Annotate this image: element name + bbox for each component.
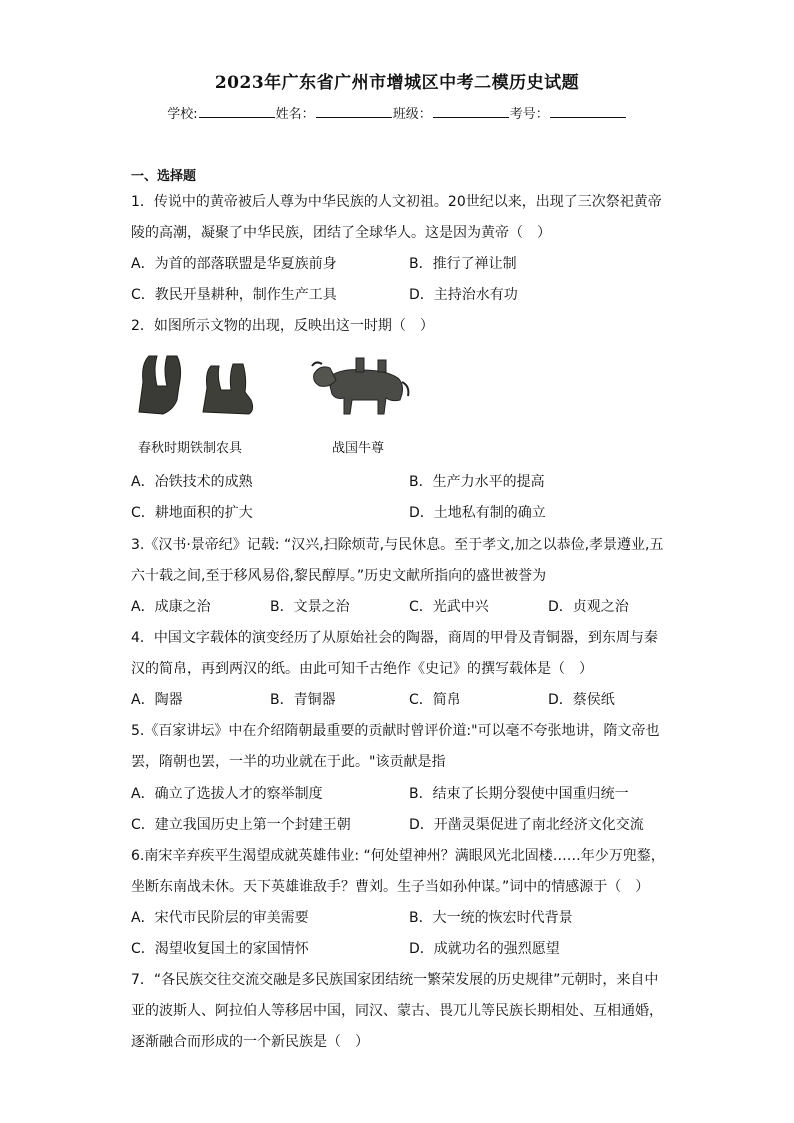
exam-no-label: 考号： bbox=[509, 107, 549, 122]
q4-option-a[interactable]: A．陶器 bbox=[131, 692, 183, 708]
q6-option-c[interactable]: C．渴望收复国土的家国情怀 bbox=[131, 941, 309, 957]
q1-stem-line1: 1．传说中的黄帝被后人尊为中华民族的人文初祖。20世纪以来，出现了三次祭祀黄帝 bbox=[131, 194, 662, 210]
q7-stem-line2: 亚的波斯人、阿拉伯人等移居中国，同汉、蒙古、畏兀儿等民族长期相处、互相通婚， bbox=[131, 1003, 663, 1019]
page-title: 2023年广东省广州市增城区中考二模历史试题 bbox=[214, 73, 580, 93]
q5-options-row2 bbox=[131, 816, 671, 834]
q5-option-d[interactable]: D．开凿灵渠促进了南北经济文化交流 bbox=[409, 817, 644, 833]
q6-option-a[interactable]: A．宋代市民阶层的审美需要 bbox=[131, 910, 309, 926]
q2-caption-iron-tools: 春秋时期铁制农具 bbox=[138, 441, 243, 456]
q6-option-b[interactable]: B．大一统的恢宏时代背景 bbox=[409, 910, 573, 926]
q2-option-c[interactable]: C．耕地面积的扩大 bbox=[131, 505, 253, 521]
ox-zun-vessel-image bbox=[306, 350, 416, 422]
name-label: 姓名： bbox=[275, 107, 315, 122]
q3-option-d[interactable]: D．贞观之治 bbox=[548, 599, 629, 615]
q1-options-row1 bbox=[131, 255, 671, 273]
q2-option-a[interactable]: A．冶铁技术的成熟 bbox=[131, 474, 253, 490]
q3-option-b[interactable]: B．文景之治 bbox=[270, 599, 350, 615]
q2-option-b[interactable]: B．生产力水平的提高 bbox=[409, 474, 545, 490]
q2-caption-ox-zun: 战国牛尊 bbox=[332, 441, 385, 456]
q1-option-d[interactable]: D．主持治水有功 bbox=[409, 287, 518, 303]
q6-options-row1 bbox=[131, 909, 671, 927]
exam-no-blank[interactable] bbox=[550, 104, 626, 118]
q5-stem-line1: 5.《百家讲坛》中在介绍隋朝最重要的贡献时曾评价道:"可以毫不夸张地讲，隋文帝也 bbox=[131, 723, 660, 739]
school-blank[interactable] bbox=[199, 104, 275, 118]
q2-option-d[interactable]: D．土地私有制的确立 bbox=[409, 505, 546, 521]
q5-stem-line2: 罢，隋朝也罢，一半的功业就在于此。"该贡献是指 bbox=[131, 754, 446, 770]
q4-stem-line2: 汉的简帛，再到两汉的纸。由此可知千古绝作《史记》的撰写载体是（ ） bbox=[131, 661, 593, 677]
q6-stem-line2: 坐断东南战未休。天下英雄谁敌手？曹刘。生子当如孙仲谋。”词中的情感源于（ ） bbox=[131, 879, 650, 895]
q2-options-row1 bbox=[131, 473, 671, 491]
class-label: 班级： bbox=[392, 107, 432, 122]
q5-option-a[interactable]: A．确立了选拔人才的察举制度 bbox=[131, 786, 323, 802]
q1-option-c[interactable]: C．教民开垦耕种，制作生产工具 bbox=[131, 287, 337, 303]
q1-option-a[interactable]: A．为首的部落联盟是华夏族前身 bbox=[131, 256, 337, 272]
q5-option-b[interactable]: B．结束了长期分裂使中国重归统一 bbox=[409, 786, 629, 802]
q3-stem-line2: 六十载之间,至于移风易俗,黎民醇厚。”历史文献所指向的盛世被誉为 bbox=[131, 568, 547, 584]
q2-stem-line1: 2．如图所示文物的出现，反映出这一时期（ ） bbox=[131, 318, 434, 334]
q6-option-d[interactable]: D．成就功名的强烈愿望 bbox=[409, 941, 560, 957]
q6-options-row2 bbox=[131, 940, 671, 958]
q4-option-c[interactable]: C．简帛 bbox=[409, 692, 461, 708]
q7-stem-line3: 逐渐融合而形成的一个新民族是（ ） bbox=[131, 1034, 369, 1050]
class-blank[interactable] bbox=[433, 104, 509, 118]
q5-option-c[interactable]: C．建立我国历史上第一个封建王朝 bbox=[131, 817, 351, 833]
name-blank[interactable] bbox=[316, 104, 392, 118]
q7-stem-line1: 7．“各民族交往交流交融是多民族国家团结统一繁荣发展的历史规律”元朝时，来自中 bbox=[131, 972, 659, 988]
q3-options-row bbox=[131, 598, 671, 616]
q3-stem-line1: 3.《汉书·景帝纪》记载: “汉兴,扫除烦苛,与民休息。至于孝文,加之以恭俭,孝景遵业,五 bbox=[131, 537, 664, 553]
q2-options-row2 bbox=[131, 504, 671, 522]
q3-option-a[interactable]: A．成康之治 bbox=[131, 599, 211, 615]
section-heading: 一、选择题 bbox=[131, 169, 197, 184]
q1-options-row2 bbox=[131, 286, 671, 304]
q4-options-row bbox=[131, 691, 671, 709]
q4-stem-line1: 4．中国文字载体的演变经历了从原始社会的陶器，商周的甲骨及青铜器，到东周与秦 bbox=[131, 630, 658, 646]
q1-option-b[interactable]: B．推行了禅让制 bbox=[409, 256, 517, 272]
q4-option-d[interactable]: D．蔡侯纸 bbox=[548, 692, 615, 708]
q4-option-b[interactable]: B．青铜器 bbox=[270, 692, 336, 708]
iron-farm-tools-image bbox=[133, 352, 273, 418]
q5-options-row1 bbox=[131, 785, 671, 803]
student-info-row bbox=[0, 103, 794, 122]
q3-option-c[interactable]: C．光武中兴 bbox=[409, 599, 489, 615]
q6-stem-line1: 6.南宋辛弃疾平生渴望成就英雄伟业: “何处望神州？满眼风光北固楼……年少万兜鍪， bbox=[131, 848, 665, 864]
school-label: 学校: bbox=[167, 107, 198, 122]
q1-stem-line2: 陵的高潮，凝聚了中华民族，团结了全球华人。这是因为黄帝（ ） bbox=[131, 225, 551, 241]
